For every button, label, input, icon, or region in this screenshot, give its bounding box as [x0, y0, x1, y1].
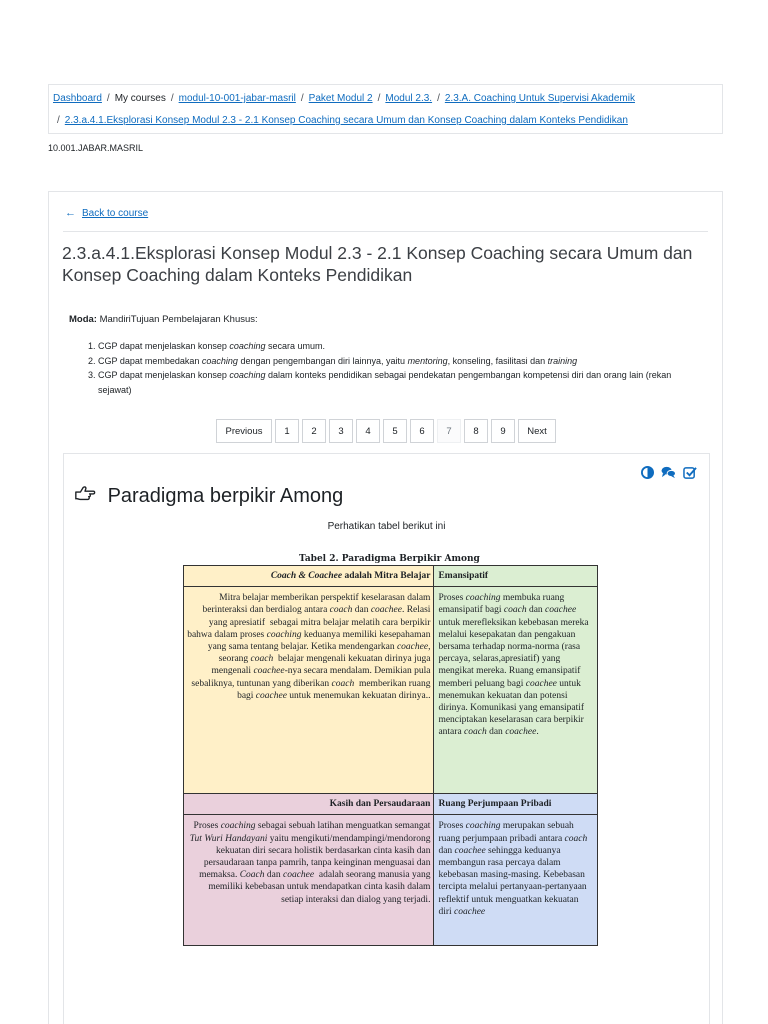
table-cell: Proses coaching sebagai sebuah latihan menguatkan semangat Tut Wuri Handayani yaitu mengikuti/mendampingi/mendorong kekuatan diri secara holistik berdasarkan cinta kasih dan persaudaraan tanpa pamrih, tanpa keinginan menguasai dan memaksa. Coach dan coachee adalah seorang manusia yang memiliki kebebasan untuk mendapatkan cinta kasih dalam setiap interaksi dan dialog yang terjadi.: [184, 815, 434, 946]
table-cell: Ruang Perjumpaan Pribadi: [434, 794, 598, 815]
breadcrumb-separator: /: [57, 115, 60, 126]
breadcrumb-separator: /: [106, 93, 110, 104]
table-row: [184, 566, 598, 587]
section-intro: Perhatikan tabel berikut ini: [327, 521, 446, 532]
breadcrumb-separator: /: [437, 93, 440, 104]
check-square-icon[interactable]: [682, 466, 697, 481]
breadcrumb-separator: /: [300, 93, 304, 104]
content-tools: [640, 466, 697, 481]
moda-text: MandiriTujuan Pembelajaran Khusus:: [96, 314, 258, 325]
section-title: Paradigma berpikir Among: [107, 485, 344, 507]
paradigm-table: [183, 565, 598, 946]
table-cell: Proses coaching merupakan sebuah ruang perjumpaan pribadi antara coach dan coachee sehingga keduanya membangun rasa percaya dalam kebebasan masing-masing. Kebebasan tercipta melalui pertanyaan-pertanyaan reflektif untuk menguatkan kekuatan diri coachee: [434, 815, 598, 946]
table-row: [184, 587, 598, 794]
next-page-button[interactable]: Next: [518, 419, 556, 443]
breadcrumb-activity[interactable]: 2.3.a.4.1.Eksplorasi Konsep Modul 2.3 - 2.1 Konsep Coaching secara Umum dan Konsep Coaching dalam Konteks Pendidikan: [64, 115, 628, 126]
breadcrumb-dashboard[interactable]: Dashboard: [53, 93, 102, 104]
goal-item: 1. CGP dapat menjelaskan konsep coaching secara umum.: [98, 339, 698, 354]
pagination: [216, 419, 556, 443]
page-button-2[interactable]: 2: [302, 419, 326, 443]
page-button-6[interactable]: 6: [410, 419, 434, 443]
table-row: [184, 815, 598, 946]
hand-pointing-right-icon: [74, 485, 102, 507]
contrast-icon[interactable]: [640, 466, 655, 481]
page-button-9[interactable]: 9: [491, 419, 515, 443]
breadcrumb-section[interactable]: 2.3.A. Coaching Untuk Supervisi Akademik: [444, 93, 635, 104]
previous-page-button[interactable]: Previous: [216, 419, 272, 443]
table-cell: Coach & Coachee adalah Mitra Belajar: [184, 566, 434, 587]
back-to-course-link[interactable]: [65, 207, 148, 219]
table-row: [184, 794, 598, 815]
page-button-1[interactable]: 1: [275, 419, 299, 443]
table-caption: Tabel 2. Paradigma Berpikir Among: [299, 554, 480, 564]
page-button-8[interactable]: 8: [464, 419, 488, 443]
page-button-4[interactable]: 4: [356, 419, 380, 443]
main-card: [48, 191, 723, 1024]
breadcrumb-modul[interactable]: Modul 2.3.: [385, 93, 433, 104]
breadcrumb-separator: /: [377, 93, 381, 104]
breadcrumb: [48, 84, 723, 134]
breadcrumb-paket-modul[interactable]: Paket Modul 2: [308, 93, 373, 104]
breadcrumb-separator: /: [170, 93, 174, 104]
breadcrumb-line-1: [53, 93, 635, 104]
course-user-label: 10.001.JABAR.MASRIL: [48, 143, 144, 153]
table-cell: Kasih dan Persaudaraan: [184, 794, 434, 815]
page-button-5[interactable]: 5: [383, 419, 407, 443]
moda-label: Moda:: [69, 314, 97, 325]
table-cell: Emansipatif: [434, 566, 598, 587]
arrow-left-icon: ←: [65, 207, 76, 219]
moda-line: [69, 314, 258, 325]
goal-item: 2. CGP dapat membedakan coaching dengan pengembangan diri lainnya, yaitu mentoring, konseling, fasilitasi dan training: [98, 354, 698, 369]
breadcrumb-line-2: [57, 115, 628, 126]
page-title: 2.3.a.4.1.Eksplorasi Konsep Modul 2.3 - 2.1 Konsep Coaching secara Umum dan Konsep Coaching dalam Konteks Pendidikan: [62, 243, 693, 285]
page-button-3[interactable]: 3: [329, 419, 353, 443]
table-cell: Proses coaching membuka ruang emansipatif bagi coach dan coachee untuk merefleksikan kebebasan mereka melalui kesepakatan dan pengakuan bersama terhadap norma-norma (rasa percaya, selaras,apresiatif) yang mengikat mereka. Ruang emansipatif memberi peluang bagi coachee untuk menemukan kekuatan dan potensi dirinya. Komunikasi yang emansipatif menciptakan keselarasan cara berpikir antara coach dan coachee.: [434, 587, 598, 794]
breadcrumb-course[interactable]: modul-10-001-jabar-masril: [178, 93, 296, 104]
back-to-course-label: Back to course: [82, 208, 149, 219]
table-cell: Mitra belajar memberikan perspektif keselarasan dalam berinteraksi dan berdialog antara coach dan coachee. Relasi yang apresiatif sebagai mitra belajar melatih cara berpikir bahwa dalam proses coaching keduanya memiliki kesepahaman yang sama tentang belajar. Ketika mendengarkan coachee, seorang coach belajar mengenali kekuatan dirinya juga mengenali coachee-nya secara mendalam. Demikian pula sebaliknya, tuntunan yang diberikan coach memberikan ruang bagi coachee untuk menemukan kekuatan dirinya..: [184, 587, 434, 794]
section-heading: [74, 484, 343, 508]
divider: [63, 231, 708, 232]
breadcrumb-my-courses: My courses: [114, 93, 166, 104]
learning-goals-list: [98, 339, 698, 397]
page-button-7-current: 7: [437, 419, 461, 443]
goal-item: 3. CGP dapat menjelaskan konsep coaching dalam konteks pendidikan sebagai pendekatan pengembangan kompetensi diri dan orang lain (rekan sejawat): [98, 368, 698, 397]
comments-icon[interactable]: [661, 466, 676, 481]
